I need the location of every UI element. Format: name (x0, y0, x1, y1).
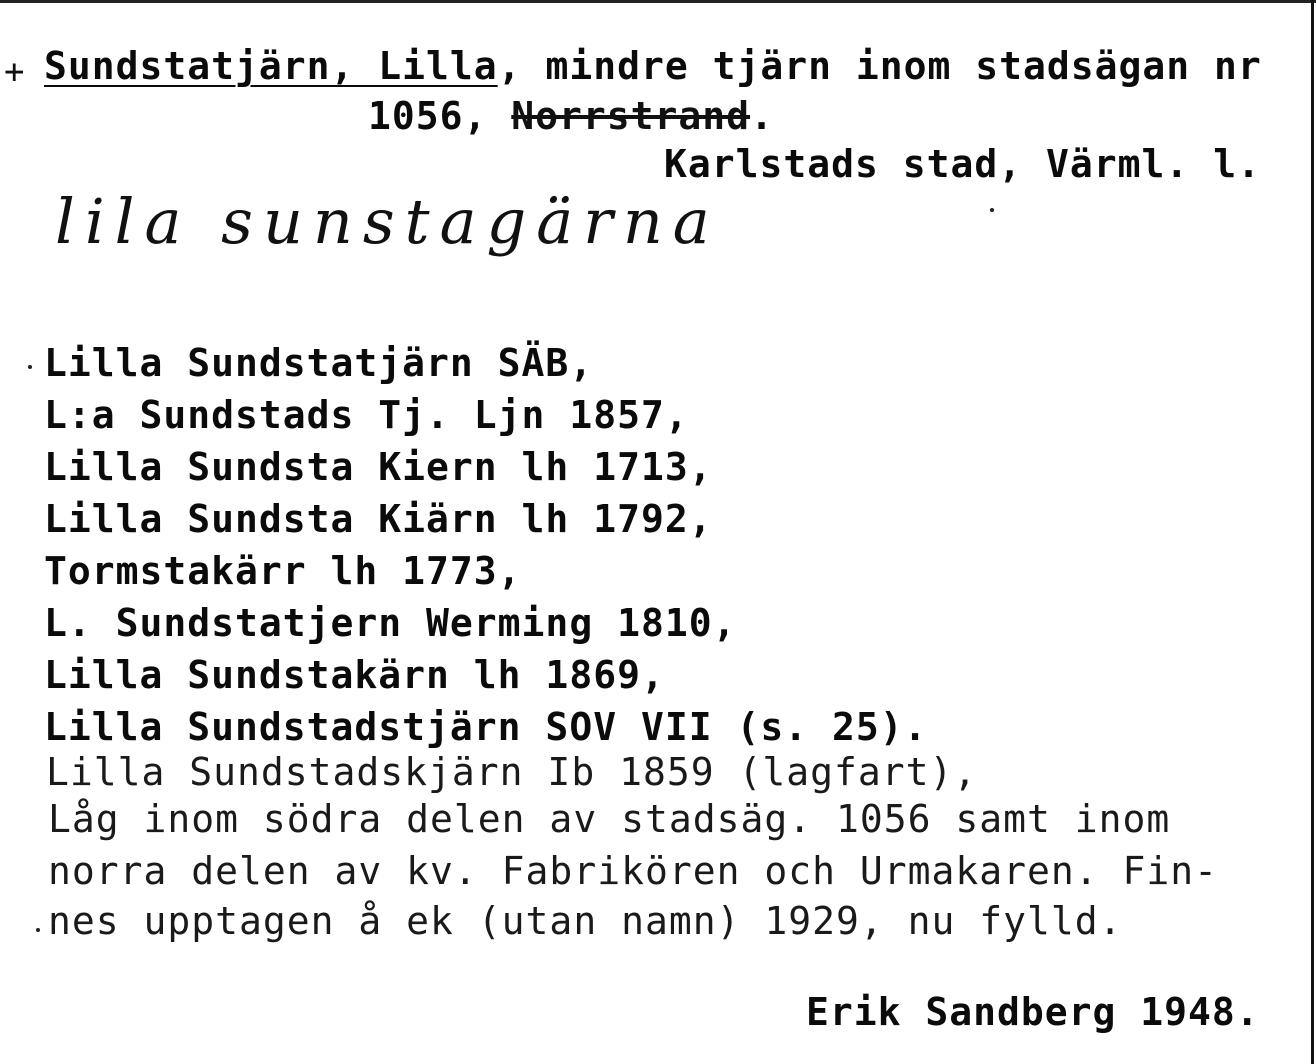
entry-line-1 (44, 44, 1262, 88)
line-end: . (750, 94, 774, 138)
variant-line: Lilla Sundsta Kiern lh 1713, (44, 445, 713, 489)
paper-speck (990, 208, 994, 212)
paper-speck (36, 928, 40, 932)
name-variants-list (44, 341, 927, 757)
entry-description: , mindre tjärn inom stadsägan nr (497, 44, 1262, 88)
variant-line: Lilla Sundstadstjärn SOV VII (s. 25). (44, 705, 928, 749)
variant-line: Lilla Sundsta Kiärn lh 1792, (44, 497, 713, 541)
paper-speck (28, 365, 32, 369)
variant-line: Tormstakärr lh 1773, (44, 549, 522, 593)
struck-district: Norrstrand (511, 94, 751, 138)
headword: Sundstatjärn, Lilla (44, 44, 498, 88)
variant-line: L:a Sundstads Tj. Ljn 1857, (44, 393, 689, 437)
handwritten-pronunciation: lila sunstagärna (55, 185, 720, 258)
card-right-edge (1311, 0, 1314, 1064)
location-line: Karlstads stad, Värml. l. (664, 142, 1261, 186)
entry-line-2 (368, 94, 774, 138)
plus-sign: + (4, 52, 25, 92)
note-line: Låg inom södra delen av stadsäg. 1056 samt inom (48, 797, 1171, 841)
card-top-edge (0, 0, 1316, 3)
variant-line: Lilla Sundstakärn lh 1869, (44, 653, 665, 697)
note-line: nes upptagen å ek (utan namn) 1929, nu fylld. (48, 899, 1123, 943)
note-line: norra delen av kv. Fabrikören och Urmakaren. Fin- (48, 849, 1219, 893)
lagfart-line: Lilla Sundstadskjärn Ib 1859 (lagfart), (46, 750, 978, 794)
variant-line: Lilla Sundstatjärn SÄB, (44, 341, 594, 385)
parcel-number: 1056, (368, 94, 488, 138)
variant-line: L. Sundstatjern Werming 1810, (44, 601, 737, 645)
signature: Erik Sandberg 1948. (806, 990, 1260, 1034)
